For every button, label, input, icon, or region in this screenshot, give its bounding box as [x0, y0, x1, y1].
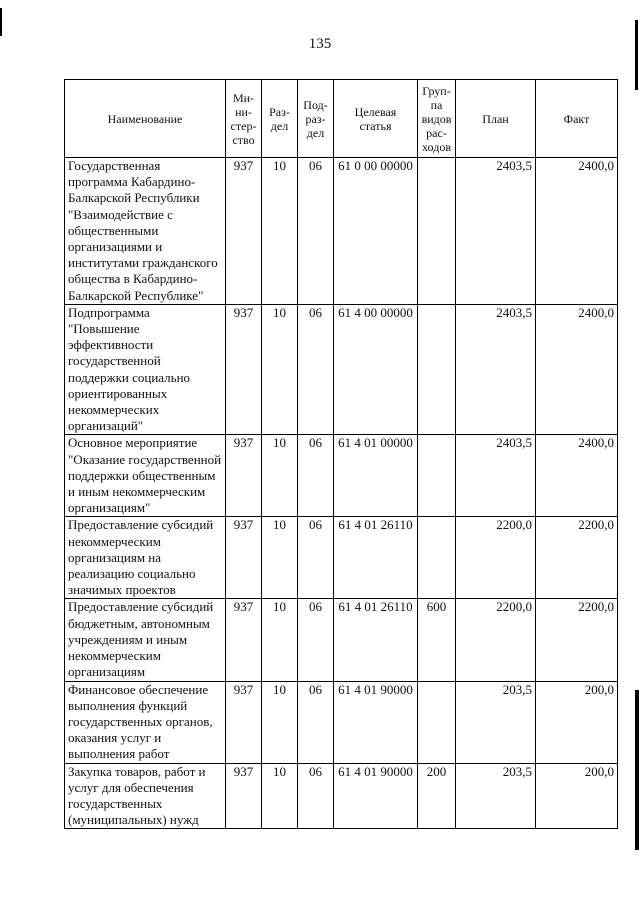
cell-target: 61 4 01 90000: [334, 681, 418, 763]
header-target: Целевая статья: [334, 80, 418, 158]
cell-ministry: 937: [226, 517, 262, 599]
cell-plan: 2200,0: [456, 517, 536, 599]
cell-name: Подпрограмма "Повышение эффективности государственной поддержки социально ориентированных некоммерческих организаций": [65, 304, 226, 435]
table-header-row: [65, 80, 618, 158]
header-fact: Факт: [536, 80, 618, 158]
cell-section: 10: [262, 517, 298, 599]
scan-edge-mark: [635, 690, 639, 850]
cell-plan: 2403,5: [456, 304, 536, 435]
header-subsection: Под- раз- дел: [298, 80, 334, 158]
cell-ministry: 937: [226, 599, 262, 681]
cell-subsection: 06: [298, 763, 334, 829]
cell-fact: 2400,0: [536, 158, 618, 305]
cell-group: 200: [418, 763, 456, 829]
cell-plan: 2403,5: [456, 435, 536, 517]
cell-fact: 2400,0: [536, 304, 618, 435]
cell-fact: 200,0: [536, 763, 618, 829]
table-row: [65, 304, 618, 435]
cell-group: [418, 681, 456, 763]
cell-subsection: 06: [298, 435, 334, 517]
cell-fact: 2400,0: [536, 435, 618, 517]
cell-target: 61 4 01 26110: [334, 517, 418, 599]
cell-group: [418, 304, 456, 435]
cell-target: 61 4 01 00000: [334, 435, 418, 517]
table-row: [65, 599, 618, 681]
cell-target: 61 0 00 00000: [334, 158, 418, 305]
cell-ministry: 937: [226, 304, 262, 435]
cell-section: 10: [262, 435, 298, 517]
table-row: [65, 681, 618, 763]
header-plan: План: [456, 80, 536, 158]
header-name: Наименование: [65, 80, 226, 158]
cell-section: 10: [262, 681, 298, 763]
cell-target: 61 4 01 90000: [334, 763, 418, 829]
cell-plan: 203,5: [456, 763, 536, 829]
header-section: Раз- дел: [262, 80, 298, 158]
cell-fact: 200,0: [536, 681, 618, 763]
table-row: [65, 435, 618, 517]
header-group: Груп- па видов рас- ходов: [418, 80, 456, 158]
cell-group: [418, 435, 456, 517]
cell-group: 600: [418, 599, 456, 681]
cell-plan: 2403,5: [456, 158, 536, 305]
cell-name: Финансовое обеспечение выполнения функций государственных органов, оказания услуг и выполнения работ: [65, 681, 226, 763]
cell-group: [418, 517, 456, 599]
cell-section: 10: [262, 158, 298, 305]
cell-subsection: 06: [298, 681, 334, 763]
cell-name: Государственная программа Кабардино-Балкарской Республики "Взаимодействие с общественными организациями и институтами гражданского общества в Кабардино-Балкарской Республике": [65, 158, 226, 305]
cell-section: 10: [262, 599, 298, 681]
scan-edge-mark: [635, 20, 638, 90]
cell-subsection: 06: [298, 599, 334, 681]
cell-target: 61 4 00 00000: [334, 304, 418, 435]
cell-name: Основное мероприятие "Оказание государственной поддержки общественным и иным некоммерческим организациям": [65, 435, 226, 517]
budget-table: [64, 79, 618, 829]
cell-ministry: 937: [226, 435, 262, 517]
table-row: [65, 158, 618, 305]
cell-section: 10: [262, 304, 298, 435]
cell-plan: 203,5: [456, 681, 536, 763]
cell-section: 10: [262, 763, 298, 829]
table-row: [65, 517, 618, 599]
scan-edge-mark: [0, 8, 2, 36]
cell-ministry: 937: [226, 763, 262, 829]
header-ministry: Ми- ни- стер- ство: [226, 80, 262, 158]
cell-ministry: 937: [226, 681, 262, 763]
cell-plan: 2200,0: [456, 599, 536, 681]
cell-ministry: 937: [226, 158, 262, 305]
page-number: 135: [308, 36, 332, 52]
cell-name: Предоставление субсидий некоммерческим организациям на реализацию социально значимых проектов: [65, 517, 226, 599]
cell-subsection: 06: [298, 517, 334, 599]
cell-subsection: 06: [298, 304, 334, 435]
cell-group: [418, 158, 456, 305]
cell-name: Закупка товаров, работ и услуг для обеспечения государственных (муниципальных) нужд: [65, 763, 226, 829]
cell-fact: 2200,0: [536, 599, 618, 681]
cell-name: Предоставление субсидий бюджетным, автономным учреждениям и иным некоммерческим организациям: [65, 599, 226, 681]
table-row: [65, 763, 618, 829]
cell-fact: 2200,0: [536, 517, 618, 599]
cell-target: 61 4 01 26110: [334, 599, 418, 681]
cell-subsection: 06: [298, 158, 334, 305]
